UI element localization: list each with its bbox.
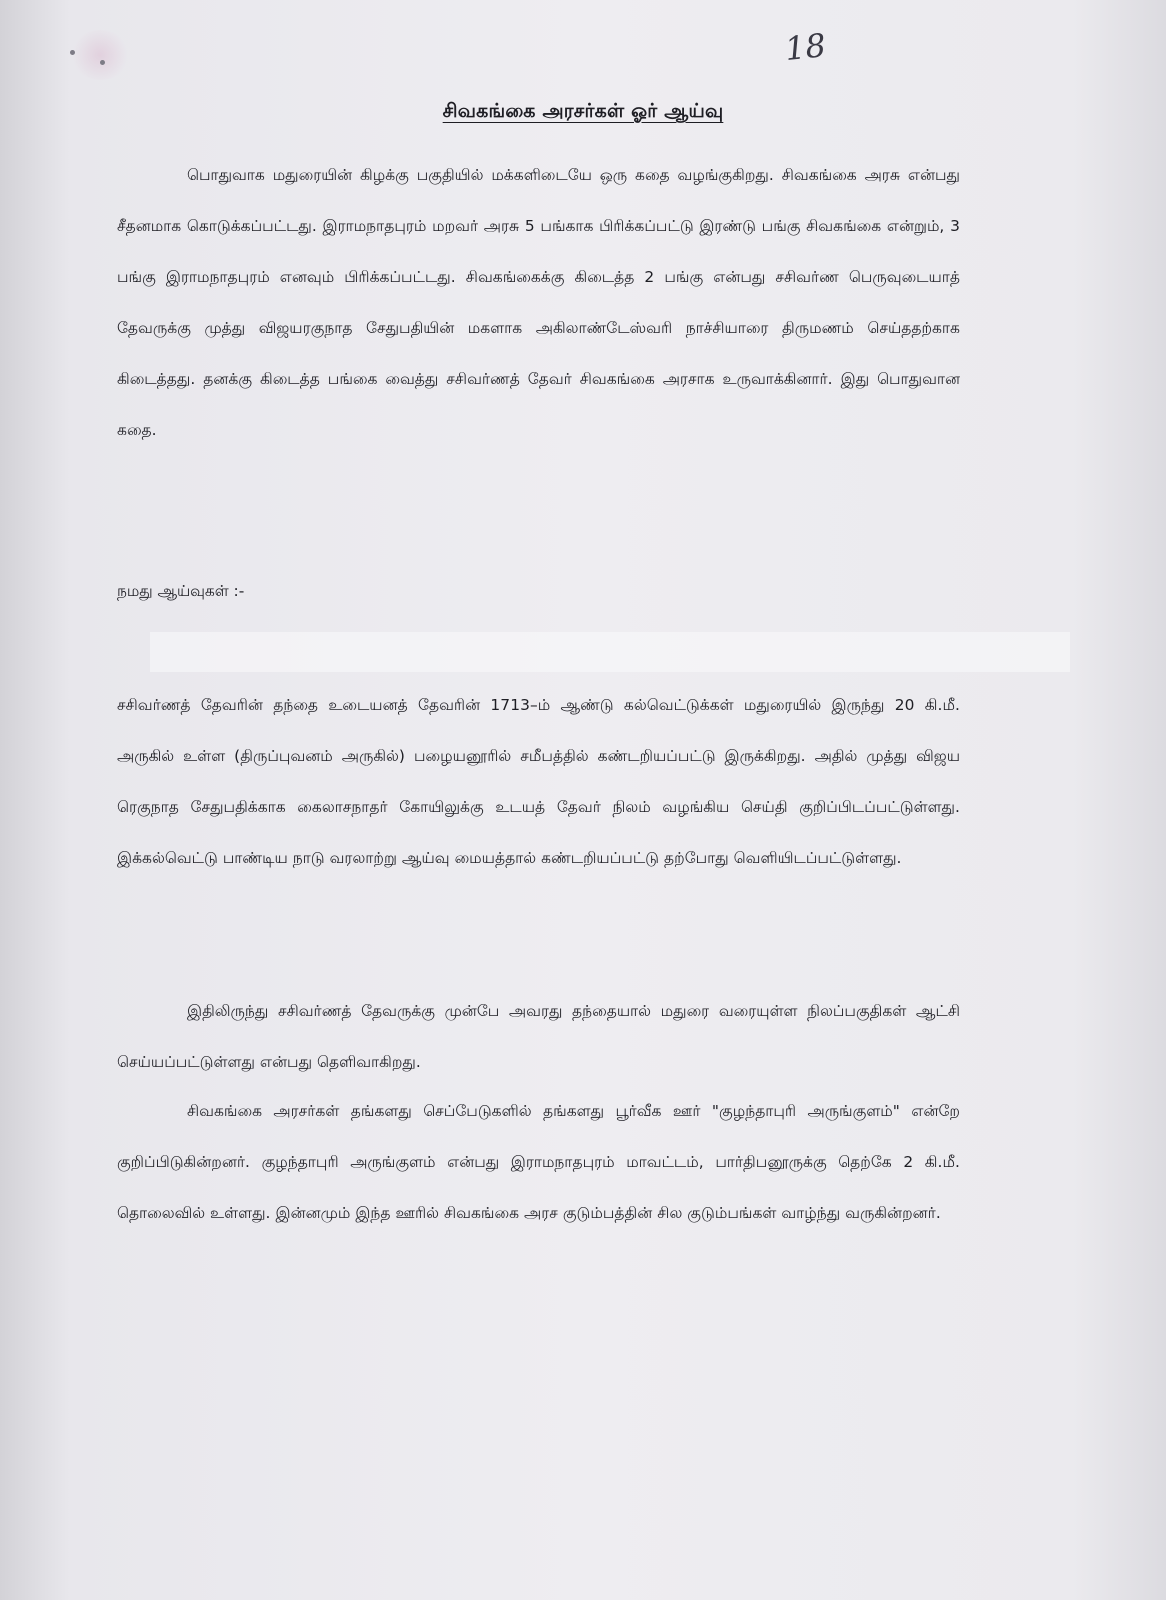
paragraph-conclusion: இதிலிருந்து சசிவர்ணத் தேவருக்கு முன்பே அவரது தந்தையால் மதுரை வரையுள்ள நிலப்பகுதிகள் ஆட்சி செய்யப்பட்டுள்ளது என்பது தெளிவாகிறது. <box>117 1002 960 1071</box>
paper-stain <box>70 30 130 80</box>
document-title: சிவகங்கை அரசர்கள் ஓர் ஆய்வு <box>442 100 724 122</box>
paragraph-inscription: சசிவர்ணத் தேவரின் தந்தை உடையனத் தேவரின் 1713–ம் ஆண்டு கல்வெட்டுக்கள் மதுரையில் இருந்து 20 கி.மீ. அருகில் உள்ள (திருப்புவனம் அருகில்) பழையனூரில் சமீபத்தில் கண்டறியப்பட்டு இருக்கிறது. அதில் முத்து விஜய ரெகுநாத சேதுபதிக்காக கைலாசநாதர் கோயிலுக்கு உடயத் தேவர் நிலம் வழங்கிய செய்தி குறிப்பிடப்பட்டுள்ளது. இக்கல்வெட்டு பாண்டிய நாடு வரலாற்று ஆய்வு மையத்தால் கண்டறியப்பட்டு தற்போது வெளியிடப்பட்டுள்ளது. <box>117 696 960 867</box>
pin-hole <box>100 60 105 65</box>
paragraph-native-place: சிவகங்கை அரசர்கள் தங்களது செப்பேடுகளில் தங்களது பூர்வீக ஊர் "குழந்தாபுரி அருங்குளம்" என்றே குறிப்பிடுகின்றனர். குழந்தாபுரி அருங்குளம் என்பது இராமநாதபுரம் மாவட்டம், பார்திபனூருக்கு தெற்கே 2 கி.மீ. தொலைவில் உள்ளது. இன்னமும் இந்த ஊரில் சிவகங்கை அரச குடும்பத்தின் சில குடும்பங்கள் வாழ்ந்து வருகின்றனர். <box>117 1102 960 1222</box>
scan-blank-band <box>150 632 1070 672</box>
section-heading: நமது ஆய்வுகள் :- <box>117 582 245 600</box>
paragraph-intro: பொதுவாக மதுரையின் கிழக்கு பகுதியில் மக்களிடையே ஒரு கதை வழங்குகிறது. சிவகங்கை அரசு என்பது சீதனமாக கொடுக்கப்பட்டது. இராமநாதபுரம் மறவர் அரசு 5 பங்காக பிரிக்கப்பட்டு இரண்டு பங்கு சிவகங்கை என்றும், 3 பங்கு இராமநாதபுரம் எனவும் பிரிக்கப்பட்டது. சிவகங்கைக்கு கிடைத்த 2 பங்கு என்பது சசிவர்ண பெருவுடையாத் தேவருக்கு முத்து விஜயரகுநாத சேதுபதியின் மகளாக அகிலாண்டேஸ்வரி நாச்சியாரை திருமணம் செய்ததற்காக கிடைத்தது. தனக்கு கிடைத்த பங்கை வைத்து சசிவர்ணத் தேவர் சிவகங்கை அரசாக உருவாக்கினார். இது பொதுவான கதை. <box>117 166 960 439</box>
handwritten-page-number: 18 <box>783 25 828 69</box>
pin-hole <box>70 50 75 55</box>
